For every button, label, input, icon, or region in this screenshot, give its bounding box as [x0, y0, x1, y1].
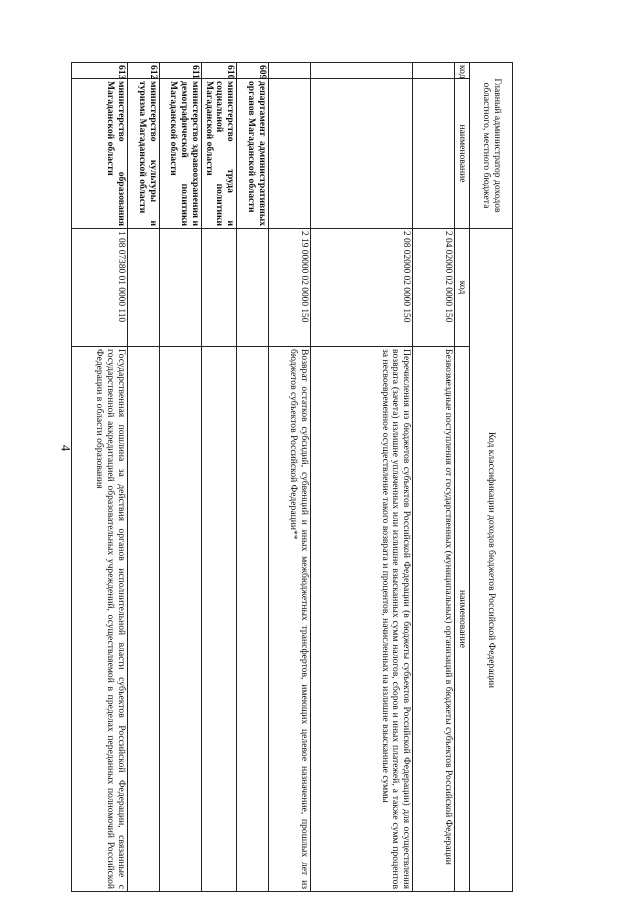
classification-group-header: Код классификации доходов бюджетов Российской Федерации: [470, 229, 513, 892]
kbk-description: [127, 347, 159, 892]
table-row: [201, 63, 236, 892]
admin-code: [413, 63, 455, 79]
kbk-description: Государственная пошлина за действия органов исполнительной власти субъектов Российской Федерации, связанные с государственной аккредитацией образовательных учреждений, осуществляемой в пределах переданных полномочий Российской Федерации в области образования: [71, 347, 127, 892]
table-row: [269, 63, 311, 892]
admin-name: департамент административных органов Магаданской области: [237, 79, 269, 229]
admin-code: 612: [127, 63, 159, 79]
table-row: [413, 63, 455, 892]
page-number: 4: [58, 444, 74, 452]
admin-code: [269, 63, 311, 79]
kbk-code: [201, 229, 236, 347]
admin-name: министерство образования Магаданской области: [71, 79, 127, 229]
kbk-code: 2 08 02000 02 0000 150: [311, 229, 413, 347]
col-kbk-name: наименование: [455, 347, 470, 892]
admin-code: 611: [159, 63, 201, 79]
kbk-code: 2 04 02000 02 0000 150: [413, 229, 455, 347]
kbk-code: 1 08 07380 01 0000 110: [71, 229, 127, 347]
admin-code: 609: [237, 63, 269, 79]
admin-name: министерство культуры и туризма Магаданской области: [127, 79, 159, 229]
table-row: [237, 63, 269, 892]
admin-code: 610: [201, 63, 236, 79]
kbk-description: [237, 347, 269, 892]
kbk-description: [201, 347, 236, 892]
kbk-code: 2 19 00000 02 0000 150: [269, 229, 311, 347]
admin-code: [311, 63, 413, 79]
admin-name: [413, 79, 455, 229]
kbk-description: Возврат остатков субсидий, субвенций и иных межбюджетных трансфертов, имеющих целевое назначение, прошлых лет из бюджетов субъектов Российской Федерации**: [269, 347, 311, 892]
kbk-code: [127, 229, 159, 347]
revenue-classification-table: [71, 62, 513, 892]
kbk-code: [159, 229, 201, 347]
table-row: [127, 63, 159, 892]
revenue-classification-sheet: [93, 62, 513, 892]
admin-name: министерство труда и социальной политики Магаданской области: [201, 79, 236, 229]
col-admin-code: код: [455, 63, 470, 79]
admin-name: [311, 79, 413, 229]
table-row: [311, 63, 413, 892]
kbk-code: [237, 229, 269, 347]
admin-name: министерство здравоохранения и демографической политики Магаданской области: [159, 79, 201, 229]
admin-code: 613: [71, 63, 127, 79]
table-row: [71, 63, 127, 892]
col-kbk-code: код: [455, 229, 470, 347]
table-row: [159, 63, 201, 892]
admin-name: [269, 79, 311, 229]
kbk-description: Перечисления из бюджетов субъектов Российской Федерации (в бюджеты субъектов Российской Федерации) для осуществления возврата (зачета) излишне уплаченных или излишне взысканных сумм налогов, сборов и иных платежей, а также сумм процентов за несвоевременное осуществление такого возврата и процентов, начисленных на излишне взысканные суммы: [311, 347, 413, 892]
admin-group-header: Главный администратор доходов областного, местного бюджета: [470, 63, 513, 229]
kbk-description: Безвозмездные поступления от государственных (муниципальных) организаций в бюджеты субъектов Российской Федерации: [413, 347, 455, 892]
kbk-description: [159, 347, 201, 892]
col-admin-name: наименование: [455, 79, 470, 229]
